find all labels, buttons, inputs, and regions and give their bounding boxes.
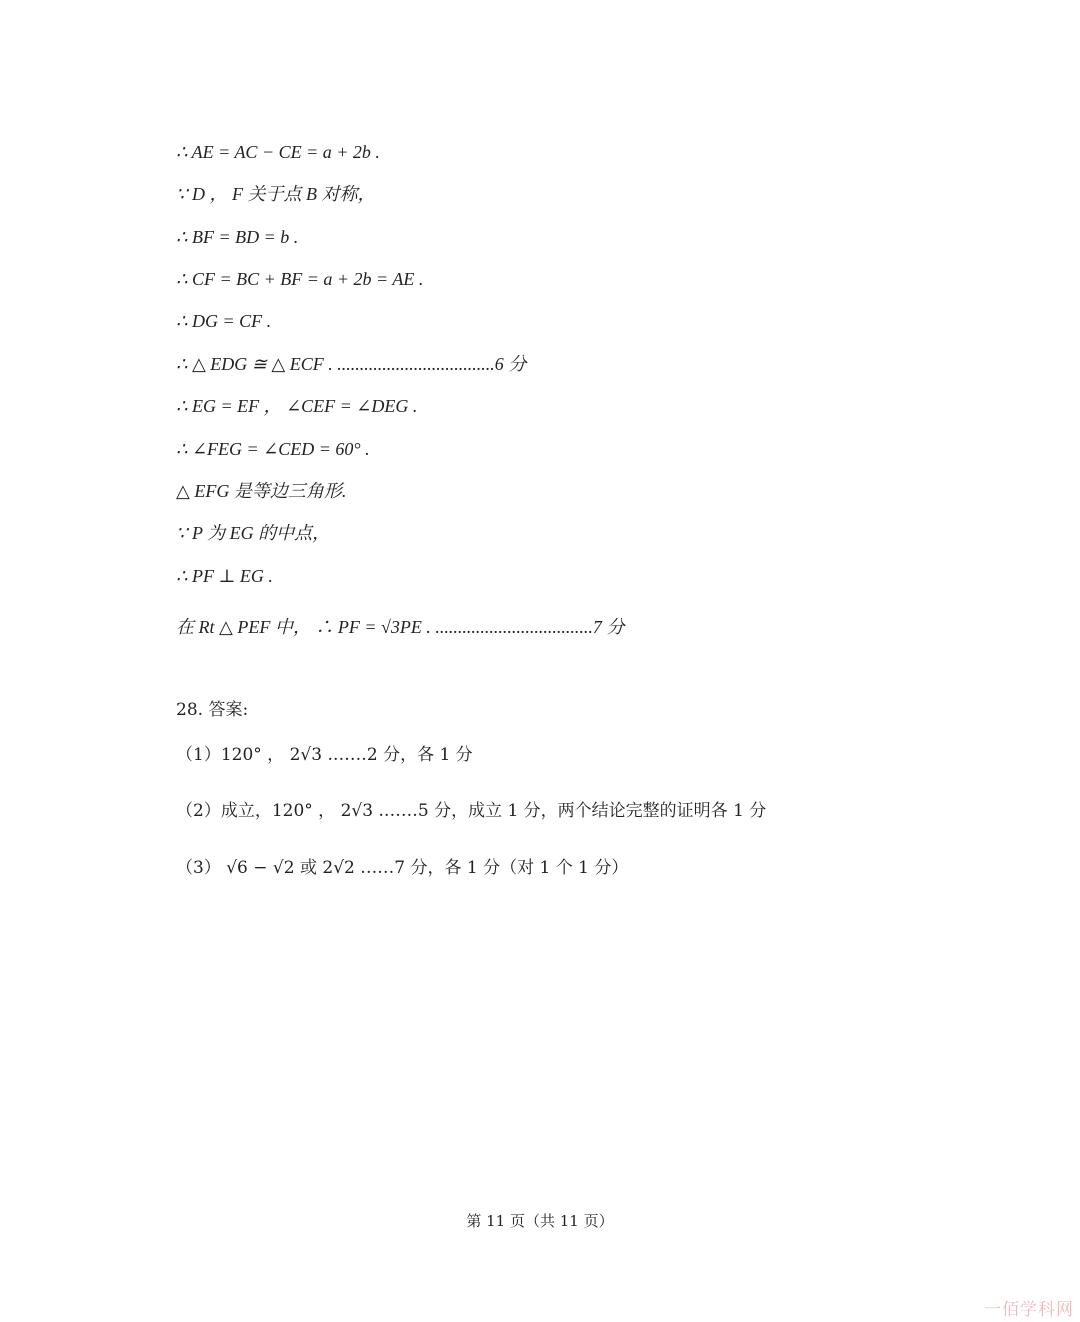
solution-line-10: ∵ P 为 EG 的中点， xyxy=(176,523,331,543)
question-28-heading: 28. 答案: xyxy=(176,700,249,720)
answer-1: （1）120° ， 2√3 .……2 分，各 1 分 xyxy=(176,745,473,765)
solution-line-6: ∴ △ EDG ≅ △ ECF . ...................................6 分 xyxy=(176,354,527,374)
solution-line-5: ∴ DG = CF . xyxy=(176,311,272,331)
solution-line-3: ∴ BF = BD = b . xyxy=(176,227,299,247)
solution-line-2: ∵ D ， F 关于点 B 对称， xyxy=(176,184,376,204)
answer-2: （2）成立，120° ， 2√3 .……5 分，成立 1 分，两个结论完整的证明各 1 分 xyxy=(176,801,767,821)
solution-line-11: ∴ PF ⊥ EG . xyxy=(176,566,273,586)
watermark: 一佰学科网 xyxy=(984,1300,1074,1320)
solution-line-4: ∴ CF = BC + BF = a + 2b = AE . xyxy=(176,269,424,289)
solution-line-12: 在 Rt △ PEF 中， ∴ PF = √3PE . ...................................7 分 xyxy=(176,617,625,637)
solution-line-7: ∴ EG = EF ， ∠CEF = ∠DEG . xyxy=(176,396,418,416)
answer-3: （3） √6 − √2 或 2√2 ……7 分，各 1 分（对 1 个 1 分） xyxy=(176,858,629,878)
solution-line-8: ∴ ∠FEG = ∠CED = 60° . xyxy=(176,439,370,459)
solution-line-9: △ EFG 是等边三角形. xyxy=(176,481,347,501)
page-footer: 第 11 页（共 11 页） xyxy=(466,1212,614,1230)
solution-line-1: ∴ AE = AC − CE = a + 2b . xyxy=(176,142,380,162)
